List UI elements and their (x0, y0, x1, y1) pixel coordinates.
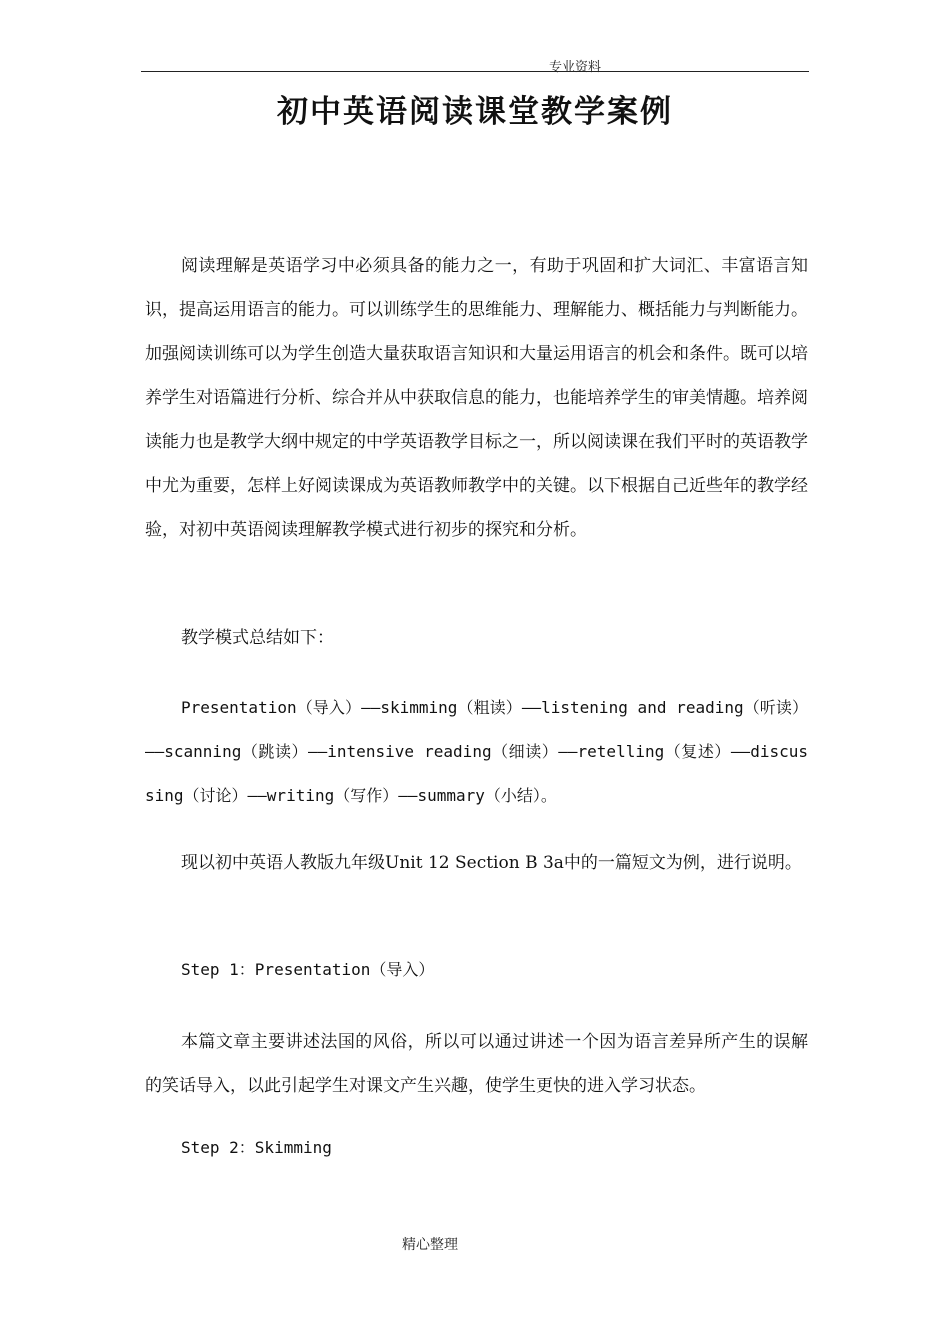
teaching-model-paragraph: Presentation（导入）——skimming（粗读）——listening and reading（听读）——scanning（跳读）——intensive reading（细读）——retelling（复述）——discussing（讨论）——writing（写作）——summary（小结）。 (145, 698, 808, 805)
teaching-model-summary-label: 教学模式总结如下： (181, 628, 334, 648)
example-paragraph: 现以初中英语人教版九年级Unit 12 Section B 3a中的一篇短文为例，进行说明。 (181, 853, 802, 873)
header-divider (141, 71, 809, 72)
document-title: 初中英语阅读课堂教学案例 (277, 94, 673, 130)
step-2-heading: Step 2：Skimming (181, 1138, 332, 1157)
step-1-body-paragraph: 本篇文章主要讲述法国的风俗，所以可以通过讲述一个因为语言差异所产生的误解的笑话导入，以此引起学生对课文产生兴趣，使学生更快的进入学习状态。 (145, 1032, 808, 1096)
page-footer-label: 精心整理 (402, 1237, 458, 1253)
intro-paragraph: 阅读理解是英语学习中必须具备的能力之一，有助于巩固和扩大词汇、丰富语言知识，提高运用语言的能力。可以训练学生的思维能力、理解能力、概括能力与判断能力。加强阅读训练可以为学生创造大量获取语言知识和大量运用语言的机会和条件。既可以培养学生对语篇进行分析、综合并从中获取信息的能力，也能培养学生的审美情趣。培养阅读能力也是教学大纲中规定的中学英语教学目标之一，所以阅读课在我们平时的英语教学中尤为重要，怎样上好阅读课成为英语教师教学中的关键。以下根据自己近些年的教学经验，对初中英语阅读理解教学模式进行初步的探究和分析。 (145, 256, 808, 540)
step-1-heading: Step 1：Presentation（导入） (181, 960, 435, 979)
page-header-label: 专业资料 (548, 60, 601, 75)
